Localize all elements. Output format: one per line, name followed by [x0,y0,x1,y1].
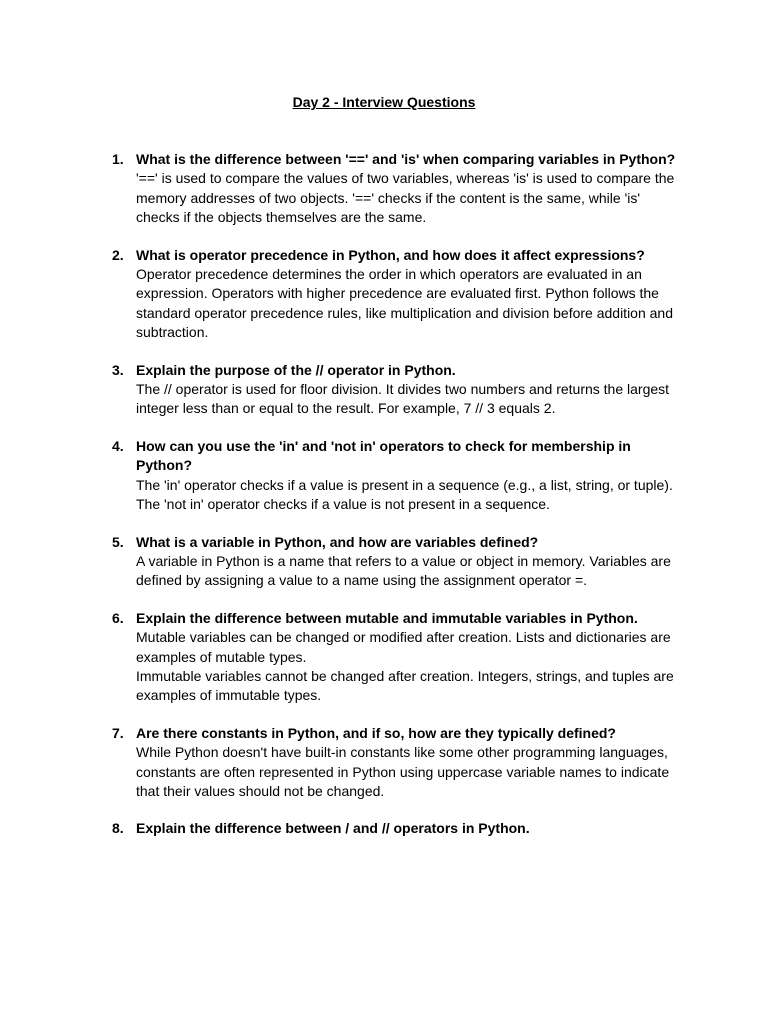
question-text: What is the difference between '==' and 'is' when comparing variables in Python? [136,151,676,167]
answer-text: A variable in Python is a name that refers to a value or object in memory. Variables are defined by assigning a value to a name using the assignment operator =. [136,552,671,589]
question-number: 3. [112,361,124,378]
question-text: Are there constants in Python, and if so, how are they typically defined? [136,724,616,741]
question-item-3 [0,361,680,419]
question-item-2 [0,246,680,343]
question-item-6 [0,609,680,706]
answer-text: The // operator is used for floor division. It divides two numbers and returns the largest integer less than or equal to the result. For example, 7 // 3 equals 2. [136,381,670,417]
answer-text: While Python doesn't have built-in constants like some other programming languages, constants are often represented in Python using uppercase variable names to indicate that their values should not be changed. [136,744,670,799]
question-number: 4. [112,437,124,454]
question-number: 2. [112,246,124,263]
question-text: Explain the purpose of the // operator in Python. [136,361,456,378]
question-item-1 [0,150,680,228]
question-item-8 [0,819,680,838]
question-item-4 [0,437,680,515]
question-text: What is operator precedence in Python, and how does it affect expressions? [136,246,645,263]
question-number: 6. [112,609,124,626]
question-number: 8. [112,820,124,837]
answer-text: '==' is used to compare the values of two variables, whereas 'is' is used to compare the memory addresses of two objects. '==' checks if the content is the same, while 'is' checks if the objects themselves are the same. [136,170,675,226]
answer-text: Operator precedence determines the order in which operators are evaluated in an expression. Operators with higher precedence are evaluated first. Python follows the standard operator precedence rules, like multiplication and division before addition and subtraction. [136,266,673,341]
question-list [0,150,768,857]
question-number: 1. [112,151,124,167]
question-number: 7. [112,724,124,741]
question-text: Explain the difference between mutable and immutable variables in Python. [136,609,638,626]
question-item-7 [0,724,680,802]
document-title: Day 2 - Interview Questions [292,94,476,110]
question-item-5 [0,533,680,591]
question-text: How can you use the 'in' and 'not in' operators to check for membership in Python? [136,437,631,474]
question-text: Explain the difference between / and // operators in Python. [136,820,530,837]
answer-text: The 'in' operator checks if a value is present in a sequence (e.g., a list, string, or tuple). The 'not in' operator checks if a value is not present in a sequence. [136,476,673,513]
question-number: 5. [112,533,124,550]
answer-text: Mutable variables can be changed or modified after creation. Lists and dictionaries are examples of mutable types. Immutable variables cannot be changed after creation. Integers, strings, and tuples are examples of immutable types. [136,629,674,704]
question-text: What is a variable in Python, and how are variables defined? [136,533,539,550]
